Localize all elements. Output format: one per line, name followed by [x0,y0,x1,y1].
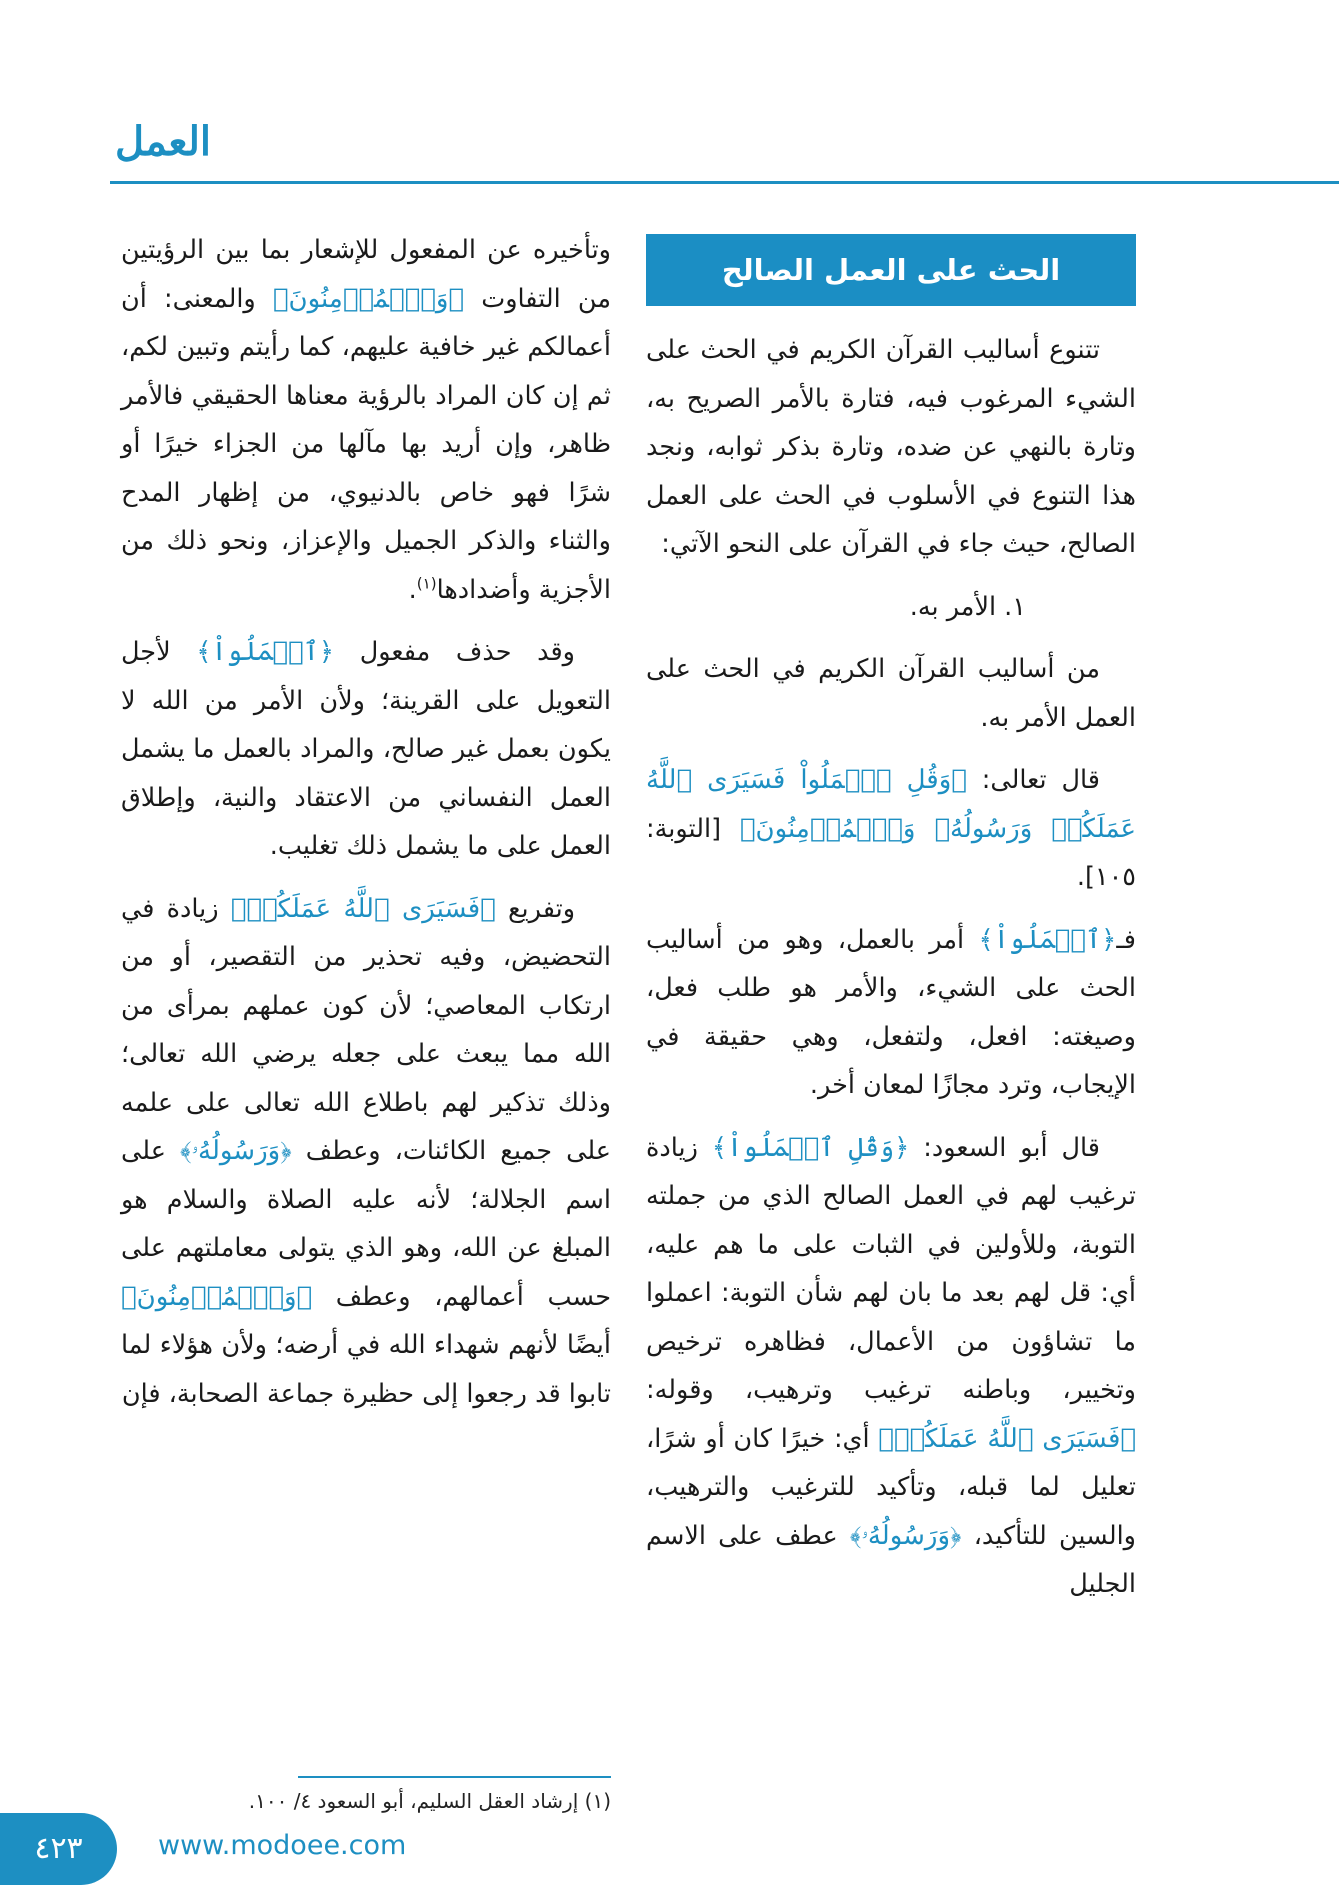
section-heading: الحث على العمل الصالح [646,234,1136,306]
text-run: زيادة ترغيب لهم في العمل الصالح الذي من جملته التوبة، وللأولين في الثبات على ما هم عليه، أي: قل لهم بعد ما بان لهم شأن التوبة: اعملوا ما تشاؤون من الأعمال، فظاهره ترخيص وتخيير، وباطنه ترغيب وترهيب، وقوله: [646,1132,1136,1405]
text-run: قال أبو السعود: [909,1132,1100,1163]
right-column [646,226,1136,1623]
text-run: وتأخيره عن المفعول للإشعار بما بين الرؤيتين من التفاوت [121,235,611,314]
text-run: . [408,574,417,605]
text-run: على اسم الجلالة؛ لأنه عليه الصلاة والسلام هو المبلغ عن الله، وهو الذي يتولى معاملتهم على حسب أعمالهم، وعطف [121,1136,611,1312]
website-link[interactable]: www.modoee.com [158,1830,407,1861]
page-number-badge: ٤٢٣ [0,1813,117,1885]
quran-verse: ﴿وَٱلۡمُؤۡمِنُونَ﴾ [121,1281,313,1312]
text-run: وقد حذف مفعول [334,637,575,667]
quran-verse: ﴿فَسَيَرَى ٱللَّهُ عَمَلَكُمۡ﴾ [230,893,496,924]
quran-verse: ﴿وَرَسُولُهُۥ﴾ [179,1136,292,1166]
text-run: وتفريع [495,893,576,924]
text-run: عطف على الاسم الجليل [646,1520,1136,1599]
quran-verse: ﴿وَقُلِ ٱعۡمَلُواْ﴾ [711,1132,910,1163]
text-run: فـ [1116,924,1136,955]
paragraph [646,916,1136,1110]
paragraph: من أساليب القرآن الكريم في الحث على العمل الأمر به. [646,654,1136,733]
header-rule [110,181,1339,184]
list-item: ١. الأمر به. [909,591,1026,622]
paragraph [121,885,611,1419]
text-run: قال تعالى: [966,765,1100,795]
text-run: والمعنى: أن أعمالكم غير خافية عليهم، كما رأيتم وتبين لكم، ثم إن كان المراد بالرؤية معناها الحقيقي فالأمر ظاهر، وإن أريد بها مآلها من الجزاء خيرًا أو شرًا فهو خاص بالدنيوي، من إظهار المدح والثناء والذكر الجميل والإعزاز، ونحو ذلك من الأجزية وأضدادها [121,283,611,605]
left-column [121,226,611,1432]
text-run: لأجل التعويل على القرينة؛ ولأن الأمر من الله لا يكون بعمل غير صالح، والمراد بالعمل ما يشمل العمل النفساني من الاعتقاد والنية، وإطلاق العمل على ما يشمل ذلك تغليب. [121,637,611,861]
text-run: أي: خيرًا كان أو شرًا، تعليل لما قبله، وتأكيد للترغيب والترهيب، والسين للتأكيد، [646,1423,1136,1551]
text-run: زيادة في التحضيض، وفيه تحذير من التقصير، أو من ارتكاب المعاصي؛ لأن كون عملهم بمرأى من الله مما يبعث على جعله يرضي الله تعالى؛ وذلك تذكير لهم باطلاع الله تعالى على علمه على جميع الكائنات، وعطف [121,893,611,1166]
quran-verse: ﴿ٱعۡمَلُواْ﴾ [196,637,335,667]
paragraph [121,628,611,871]
verse-citation: [التوبة: ١٠٥]. [646,813,1136,892]
quran-verse: ﴿ٱعۡمَلُواْ﴾ [978,924,1117,955]
page-header-title: العمل [115,118,212,165]
paragraph [646,756,1136,902]
quran-verse: ﴿وَٱلۡمُؤۡمِنُونَ﴾ [272,283,465,314]
footnote-reference[interactable]: (١) [416,574,437,592]
paragraph [646,1124,1136,1609]
paragraph [121,226,611,614]
quran-verse: ﴿وَرَسُولُهُۥ﴾ [849,1520,962,1551]
quran-verse: ﴿فَسَيَرَى ٱللَّهُ عَمَلَكُمۡ﴾ [878,1423,1137,1454]
footnote: (١) إرشاد العقل السليم، أبو السعود ٤/ ١٠٠. [248,1789,611,1813]
text-run: أمر بالعمل، وهو من أساليب الحث على الشيء، والأمر هو طلب فعل، وصيغته: افعل، ولتفعل، وهي حقيقة في الإيجاب، وترد مجازًا لمعان أخر. [646,924,1136,1100]
text-run: أيضًا لأنهم شهداء الله في أرضه؛ ولأن هؤلاء لما تابوا قد رجعوا إلى حظيرة جماعة الصحابة، فإن [121,1330,611,1409]
footnote-rule [298,1776,611,1778]
quran-verse: ﴿وَقُلِ ٱعۡمَلُواْ فَسَيَرَى ٱللَّهُ عَمَلَكُمۡ وَرَسُولُهُۥ وَٱلۡمُؤۡمِنُونَ﴾ [646,765,1137,844]
paragraph: تتنوع أساليب القرآن الكريم في الحث على الشيء المرغوب فيه، فتارة بالأمر الصريح به، وتارة بالنهي عن ضده، وتارة بذكر ثوابه، ونجد هذا التنوع في الأسلوب في الحث على العمل الصالح، حيث جاء في القرآن على النحو الآتي: [646,335,1136,559]
